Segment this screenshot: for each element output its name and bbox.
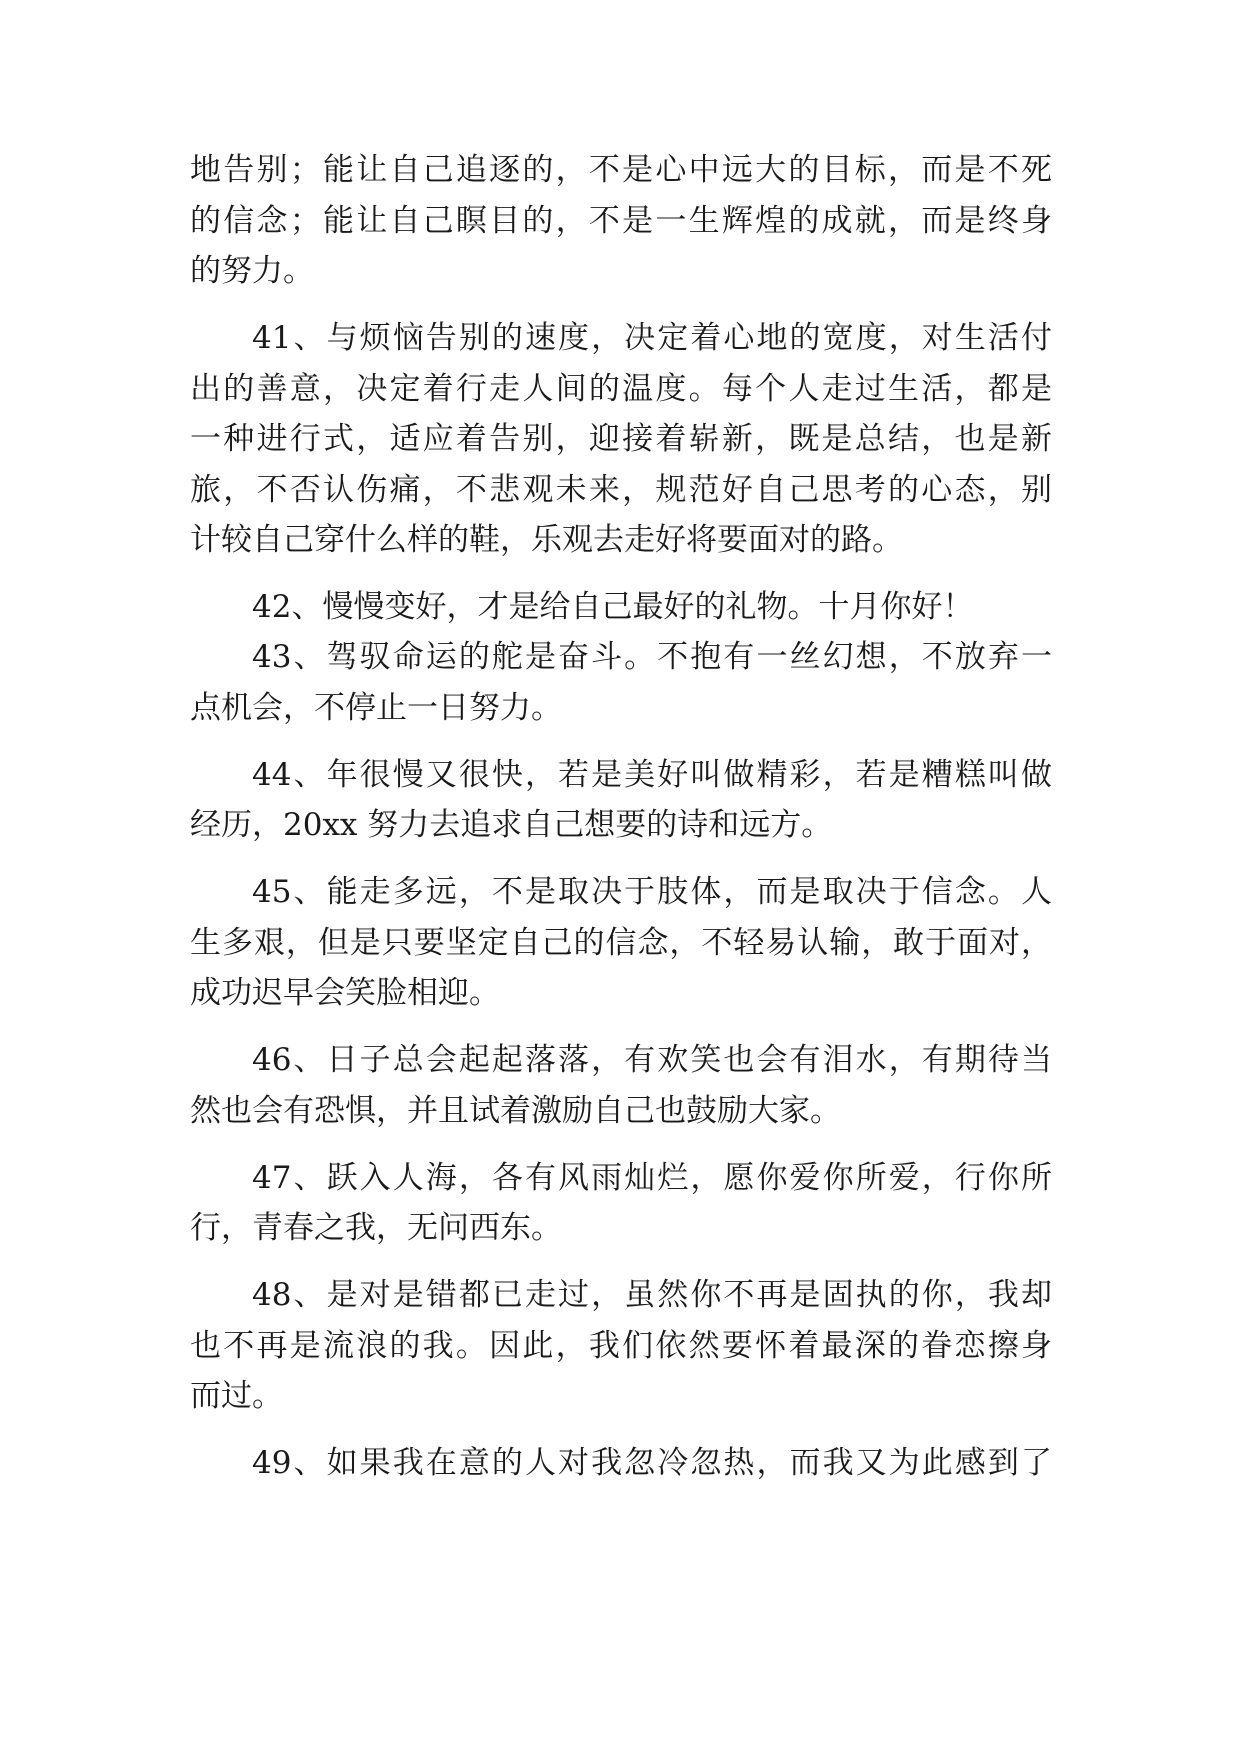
text-line: 然也会有恐惧，并且试着激励自己也鼓励大家。 bbox=[190, 1093, 841, 1129]
text-line: 的努力。 bbox=[190, 253, 314, 289]
text-line: 43、驾驭命运的舵是奋斗。不抱有一丝幻想，不放弃一 bbox=[252, 639, 1052, 675]
text-line: 44、年很慢又很快，若是美好叫做精彩，若是糟糕叫做 bbox=[252, 757, 1052, 793]
text-line: 行，青春之我，无问西东。 bbox=[190, 1210, 562, 1246]
text-line: 也不再是流浪的我。因此，我们依然要怀着最深的眷恋擦身 bbox=[190, 1328, 1052, 1364]
text-line: 一种进行式，适应着告别，迎接着崭新，既是总结，也是新 bbox=[190, 421, 1052, 457]
text-line: 48、是对是错都已走过，虽然你不再是固执的你，我却 bbox=[252, 1277, 1052, 1313]
text-line: 而过。 bbox=[190, 1378, 283, 1414]
text-line: 49、如果我在意的人对我忽冷忽热，而我又为此感到了 bbox=[252, 1445, 1052, 1481]
text-line: 经历，20xx 努力去追求自己想要的诗和远方。 bbox=[190, 807, 833, 843]
text-line: 41、与烦恼告别的速度，决定着心地的宽度，对生活付 bbox=[252, 320, 1052, 356]
text-line: 生多艰，但是只要坚定自己的信念，不轻易认输，敢于面对， bbox=[190, 925, 1052, 961]
text-line: 成功迟早会笑脸相迎。 bbox=[190, 975, 500, 1011]
text-line: 计较自己穿什么样的鞋，乐观去走好将要面对的路。 bbox=[190, 522, 903, 558]
text-line: 点机会，不停止一日努力。 bbox=[190, 690, 562, 726]
text-line: 地告别；能让自己追逐的，不是心中远大的目标，而是不死 bbox=[190, 152, 1052, 188]
text-line: 45、能走多远，不是取决于肢体，而是取决于信念。人 bbox=[252, 874, 1052, 910]
text-line: 46、日子总会起起落落，有欢笑也会有泪水，有期待当 bbox=[252, 1042, 1052, 1078]
text-line: 42、慢慢变好，才是给自己最好的礼物。十月你好！ bbox=[252, 589, 974, 625]
text-line: 旅，不否认伤痛，不悲观未来，规范好自己思考的心态，别 bbox=[190, 472, 1052, 508]
text-line: 的信念；能让自己瞑目的，不是一生辉煌的成就，而是终身 bbox=[190, 203, 1052, 239]
text-line: 47、跃入人海，各有风雨灿烂，愿你爱你所爱，行你所 bbox=[252, 1160, 1052, 1196]
text-line: 出的善意，决定着行走人间的温度。每个人走过生活，都是 bbox=[190, 371, 1052, 407]
